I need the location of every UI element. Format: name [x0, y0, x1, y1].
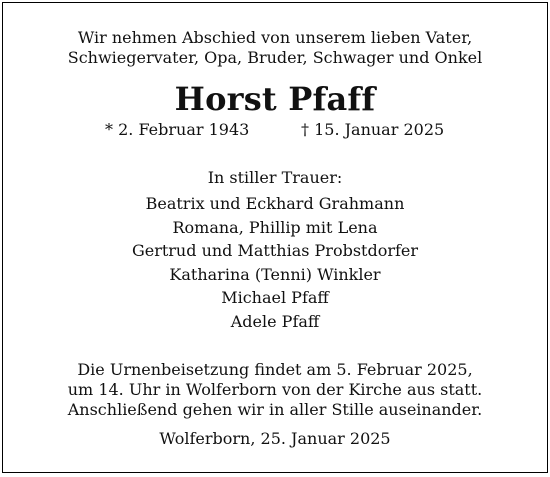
- life-dates: [3, 120, 547, 140]
- burial-line: Anschließend gehen wir in aller Stille auseinander.: [67, 400, 483, 419]
- burial-line: Die Urnenbeisetzung findet am 5. Februar 2025,: [77, 360, 473, 379]
- obituary-notice: [2, 2, 548, 473]
- mourners-list: [3, 192, 547, 333]
- mourner-name: Katharina (Tenni) Winkler: [169, 264, 381, 284]
- place-and-date: Wolferborn, 25. Januar 2025: [159, 429, 391, 448]
- burial-line: um 14. Uhr in Wolferborn von der Kirche aus statt.: [67, 380, 483, 399]
- mourning-label: In stiller Trauer:: [207, 168, 343, 187]
- mourner-name: Beatrix und Eckhard Grahmann: [145, 194, 405, 213]
- mourner-name: Gertrud und Matthias Probstdorfer: [131, 241, 419, 260]
- mourner-name: Michael Pfaff: [221, 288, 329, 307]
- deceased-name: Horst Pfaff: [174, 80, 376, 118]
- death-date: † 15. Januar 2025: [301, 120, 445, 139]
- intro-line: Schwiegervater, Opa, Bruder, Schwager und Onkel: [67, 48, 483, 67]
- mourner-name: Romana, Phillip mit Lena: [172, 217, 378, 237]
- intro-line: Wir nehmen Abschied von unserem lieben Vater,: [77, 28, 473, 47]
- mourner-name: Adele Pfaff: [230, 311, 320, 331]
- intro-text: [3, 28, 547, 68]
- birth-date: * 2. Februar 1943: [105, 120, 250, 139]
- burial-info: [3, 360, 547, 420]
